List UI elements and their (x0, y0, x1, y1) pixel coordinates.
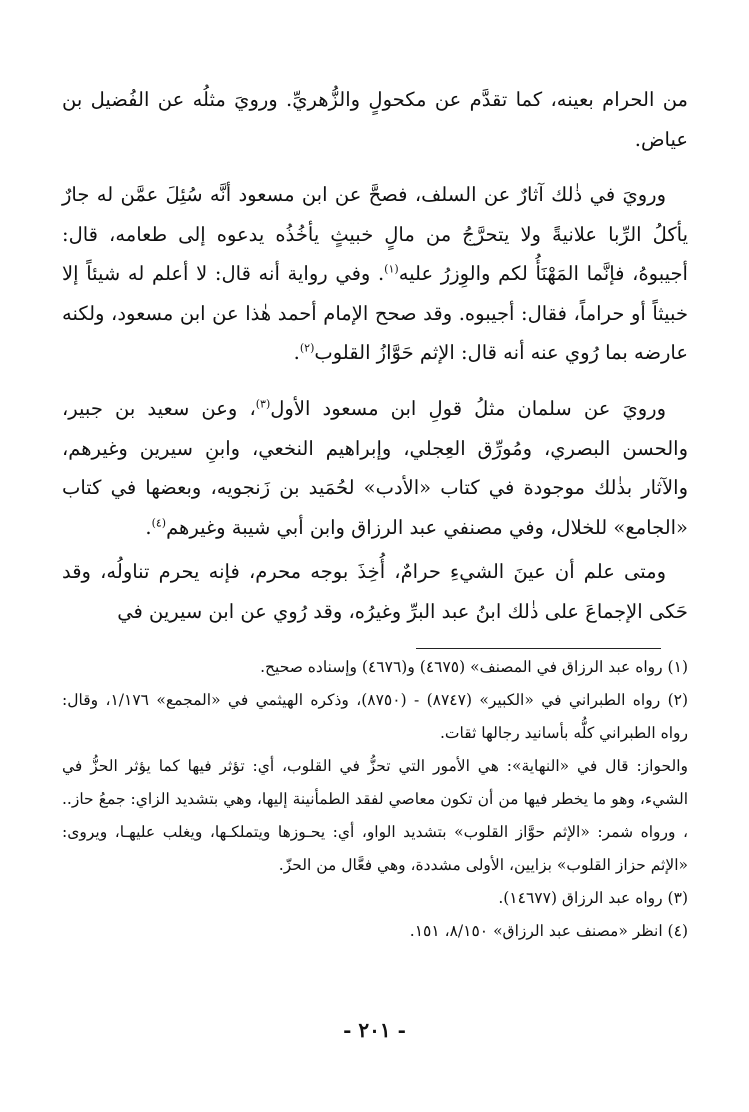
paragraph-3-part-a: ورويَ عن سلمان مثلُ قولِ ابن مسعود الأول (270, 397, 666, 420)
main-text-block-3 (62, 389, 688, 547)
footnote-2: (٢) رواه الطبراني في «الكبير» (٨٧٤٧) - (٨٧٥٠)، وذكره الهيثمي في «المجمع» ١/١٧٦، وقال: رواه الطبراني كلُّه بأسانيد رجالها ثقات. (62, 691, 689, 742)
paragraph-2 (62, 175, 688, 373)
footnote-1: (١) رواه عبد الرزاق في المصنف» (٤٦٧٥) و(٤٦٧٦) وإسناده صحيح. (260, 658, 688, 676)
paragraph-2-part-c: . (293, 341, 300, 364)
footnote-separator (416, 648, 661, 649)
footnote-ref-4[interactable]: (٤) (151, 516, 167, 529)
paragraph-2-part-a: ورويَ في ذٰلك آثارٌ عن السلف، فصحَّ عن ابن مسعود أنَّه سُئِلَ عمَّن له جارٌ يأكلُ الرِّبا علانيةً ولا يتحرَّجُ من مالٍ خبيثٍ يأخُذُه يدعوه إلى طعامه، قال: أجيبوهُ، فإنَّما المَهْنَأُ لكم والوِزرُ عليه (62, 183, 688, 285)
main-text-block-4 (62, 552, 688, 631)
page-number: - ٢٠١ - (343, 1018, 406, 1042)
paragraph-1: من الحرام بعينه، كما تقدَّم عن مكحولٍ والزُّهريِّ. ورويَ مثلُه عن الفُضيل بن عياض. (62, 88, 688, 151)
main-text-block (62, 80, 688, 159)
paragraph-3 (62, 389, 688, 547)
paragraph-3-part-c: . (145, 515, 152, 539)
paragraph-4: ومتى علم أن عينَ الشيءِ حرامٌ، أُخِذَ بوجه محرم، فإنه يحرم تناولُه، وقد حَكى الإجماعَ على ذٰلك ابنُ عبد البرِّ وغيرُه، وقد رُوي عن ابن سيرين في (62, 560, 688, 623)
footnotes-block (62, 651, 688, 948)
footnote-3: (٣) رواه عبد الرزاق (١٤٦٧٧). (498, 889, 688, 907)
paragraph-3-part-b: ، وعن سعيد بن جبير، والحسن البصري، ومُورِّق العِجلي، وإبراهيم النخعي، وابنِ سيرين وغيرهم، والآثار بذٰلك موجودة في كتاب «الأدب» لحُمَيد بن زَنجويه، وبعضها في كتاب «الجامع» للخلال، وفي مصنفي عبد الرزاق وابن أبي شيبة وغيرهم (62, 397, 688, 539)
footnote-ref-1[interactable]: (١) (384, 262, 399, 276)
footnote-ref-3[interactable]: (٣) (255, 397, 271, 411)
footnote-4: (٤) انظر «مصنف عبد الرزاق» ٨/١٥٠، ١٥١. (409, 922, 688, 940)
footnote-2-gloss: والحواز: قال في «النهاية»: هي الأمور التي تحزُّ في القلوب، أي: تؤثر فيها كما يؤثر الحزُّ في الشيء، وهو ما يخطر فيها من أن تكون معاصي لفقد الطمأنينة إليها، وهي بتشديد الزاي: جمعُ حاز.. ، ورواه شمر: «الإثم حوَّاز القلوب» بتشديد الواو، أي: يحـوزها ويتملكـها، ويغلب عليهـا، ويروى: «الإثم حزاز القلوب» بزايين، الأولى مشددة، وهي فعَّال من الحزّ. (62, 757, 688, 874)
footnote-ref-2[interactable]: (٢) (299, 341, 315, 355)
main-text-block-2 (62, 175, 688, 373)
paragraph-2-part-b: . وفي رواية أنه قال: لا أعلم له شيئاً إلا خبيثاً أو حراماً، فقال: أجيبوه. وقد صحح الإمام أحمد هٰذا عن ابن مسعود، ولكنه عارضه بما رُوي عنه أنه قال: الإثم حَوَّازُ القلوب (62, 262, 688, 364)
